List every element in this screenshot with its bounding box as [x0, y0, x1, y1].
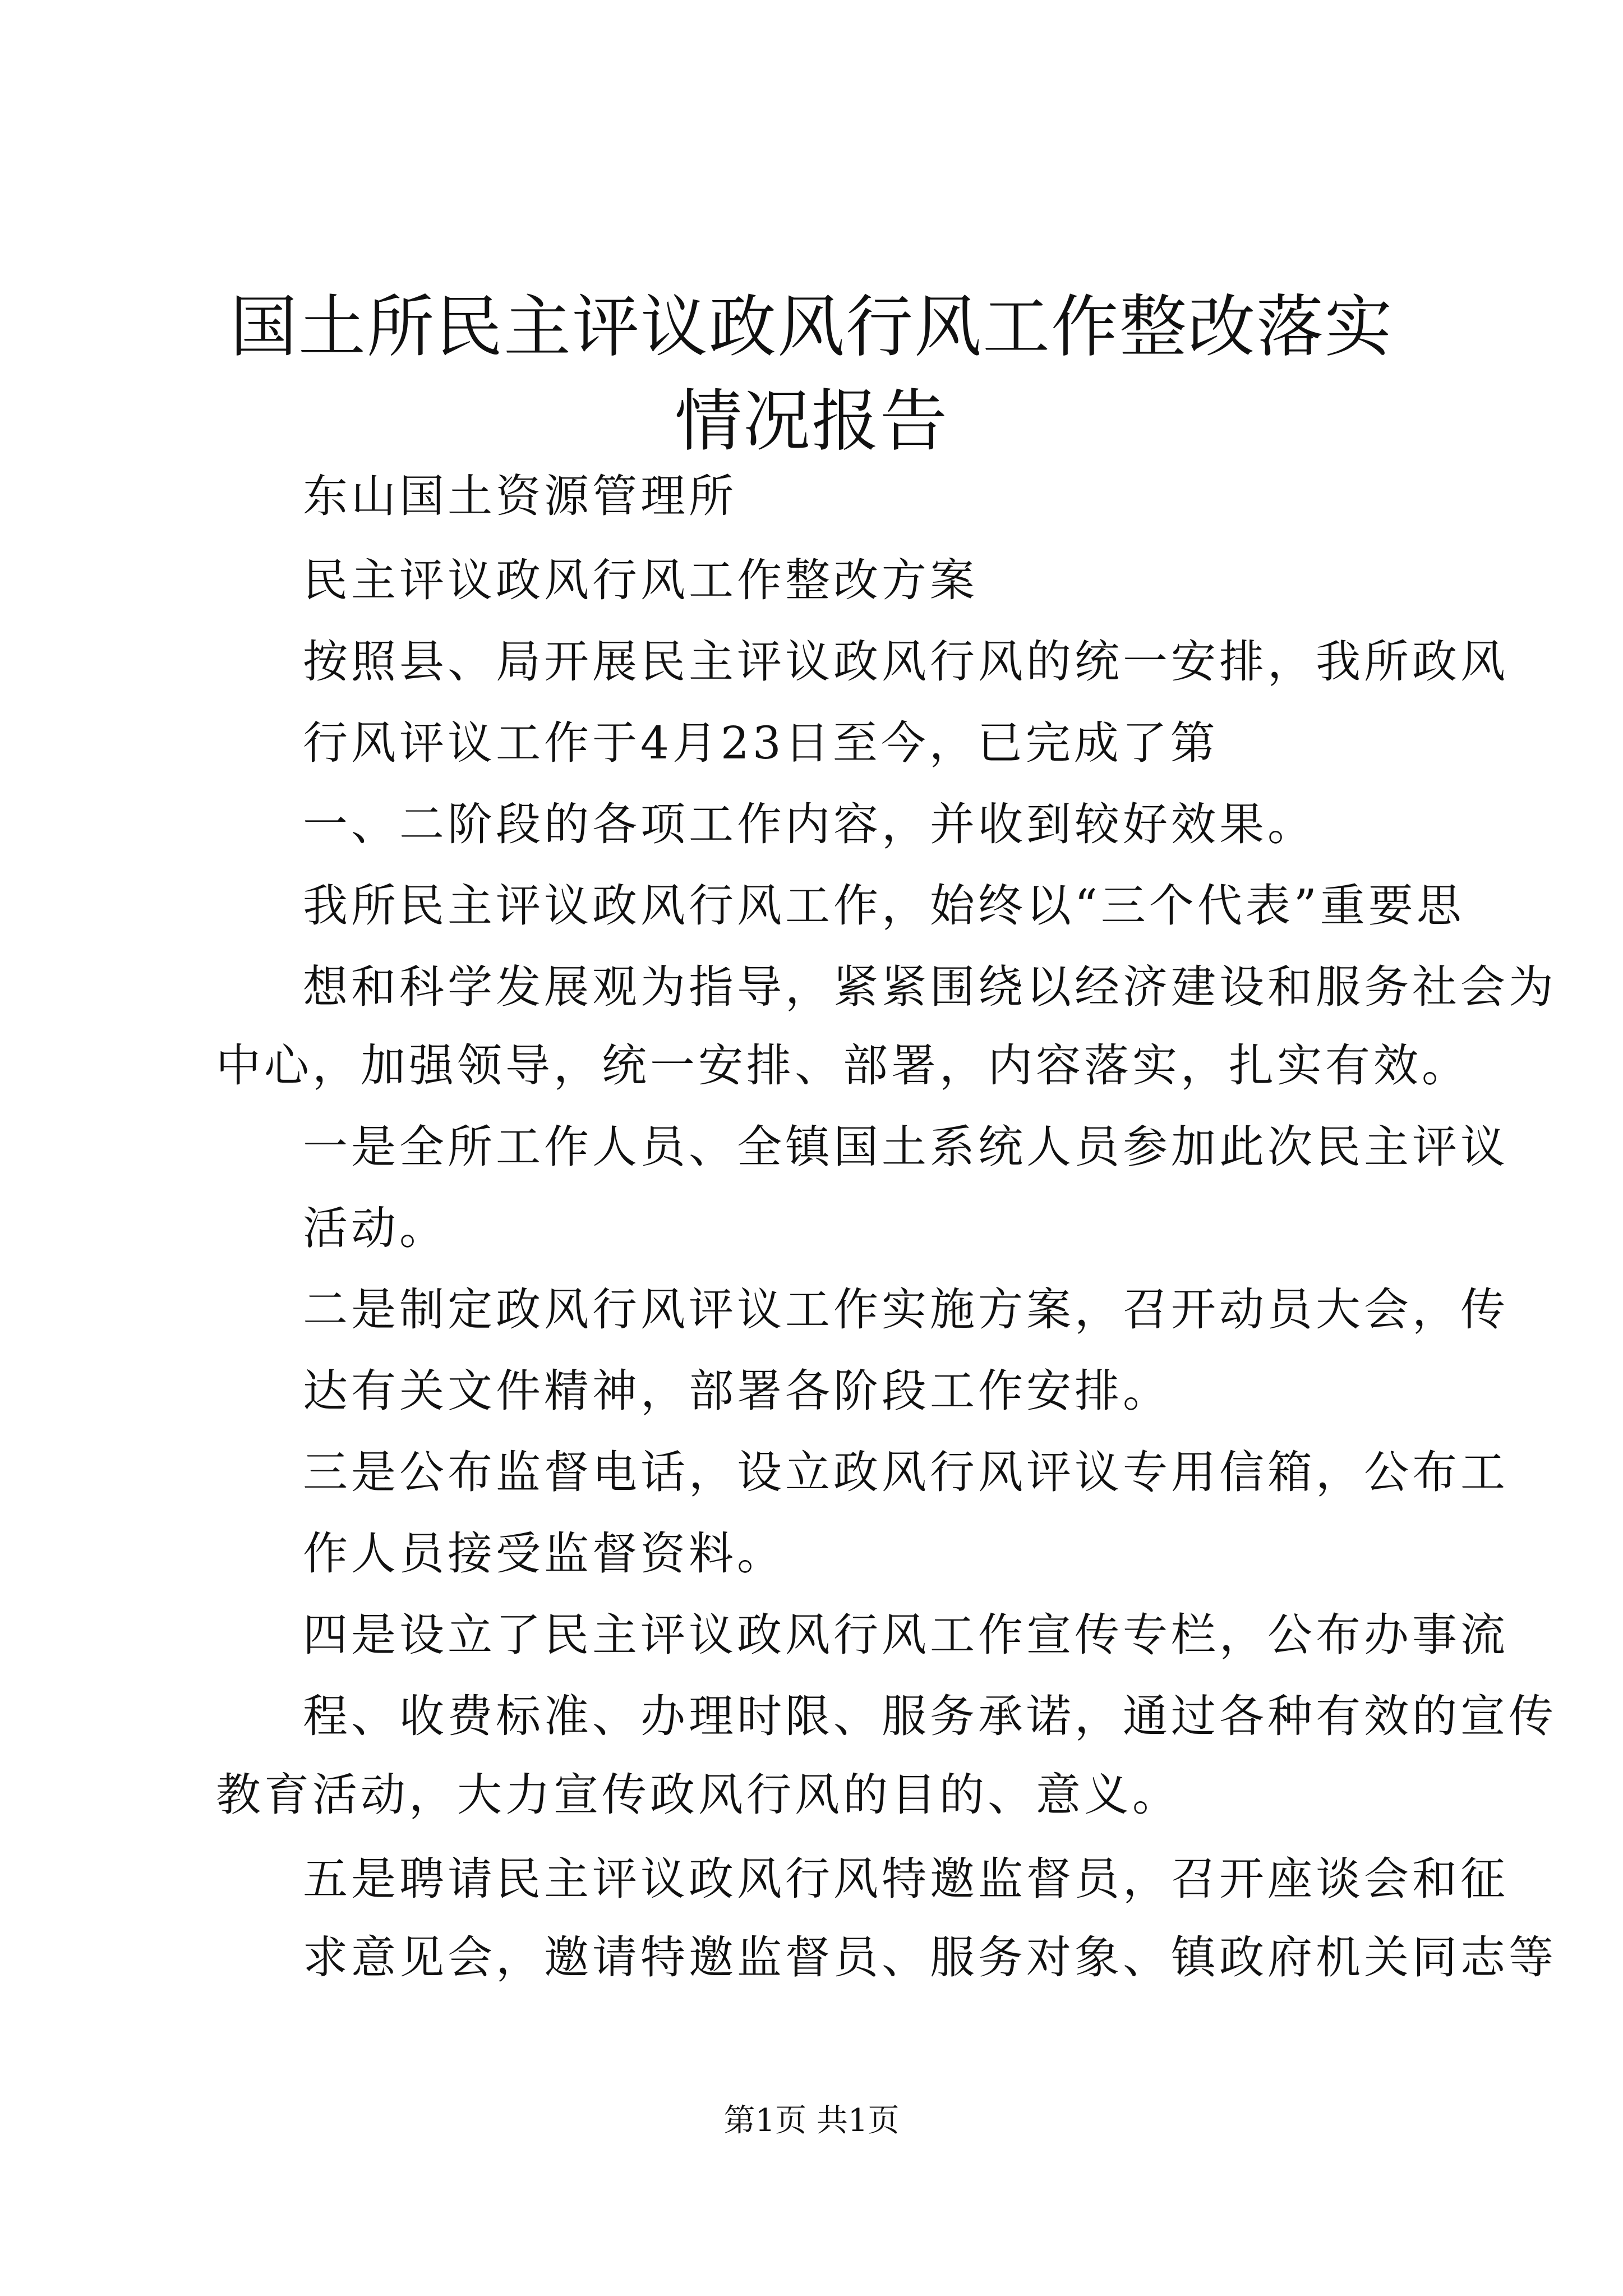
body-line: 教育活动，大力宣传政风行风的目的、意义。: [216, 1769, 1181, 1821]
page-footer: 第1页 共1页: [723, 2102, 900, 2139]
body-line: 五是聘请民主评议政风行风特邀监督员，召开座谈会和征: [303, 1853, 1509, 1905]
line-subtitle: 民主评议政风行风工作整改方案: [303, 554, 978, 606]
body-line: 四是设立了民主评议政风行风工作宣传专栏，公布办事流: [303, 1609, 1509, 1661]
body-line: 想和科学发展观为指导，紧紧围绕以经济建设和服务社会为: [303, 961, 1557, 1013]
body-line: 一、二阶段的各项工作内容，并收到较好效果。: [303, 798, 1316, 850]
body-line: 二是制定政风行风评议工作实施方案，召开动员大会，传: [303, 1283, 1509, 1336]
document-title: 国土所民主评议政风行风工作整改落实情况报告: [230, 288, 1393, 461]
body-line: 我所民主评议政风行风工作，始终以“三个代表”重要思: [303, 880, 1465, 932]
body-line: 作人员接受监督资料。: [303, 1527, 785, 1580]
body-line: 按照县、局开展民主评议政风行风的统一安排，我所政风: [303, 636, 1509, 688]
body-line: 三是公布监督电话，设立政风行风评议专用信箱，公布工: [303, 1446, 1509, 1498]
body-line: 一是全所工作人员、全镇国土系统人员参加此次民主评议: [303, 1121, 1509, 1173]
body-line: 达有关文件精神，部署各阶段工作安排。: [303, 1365, 1171, 1417]
body-line: 活动。: [303, 1202, 448, 1254]
body-line: 程、收费标准、办理时限、服务承诺，通过各种有效的宣传: [303, 1690, 1557, 1742]
body-line: 求意见会，邀请特邀监督员、服务对象、镇政府机关同志等: [303, 1931, 1557, 1984]
line-org: 东山国土资源管理所: [303, 470, 737, 522]
body-line: 中心，加强领导，统一安排、部署，内容落实，扎实有效。: [216, 1039, 1470, 1092]
body-line: 行风评议工作于4月23日至今，已完成了第: [303, 717, 1219, 769]
